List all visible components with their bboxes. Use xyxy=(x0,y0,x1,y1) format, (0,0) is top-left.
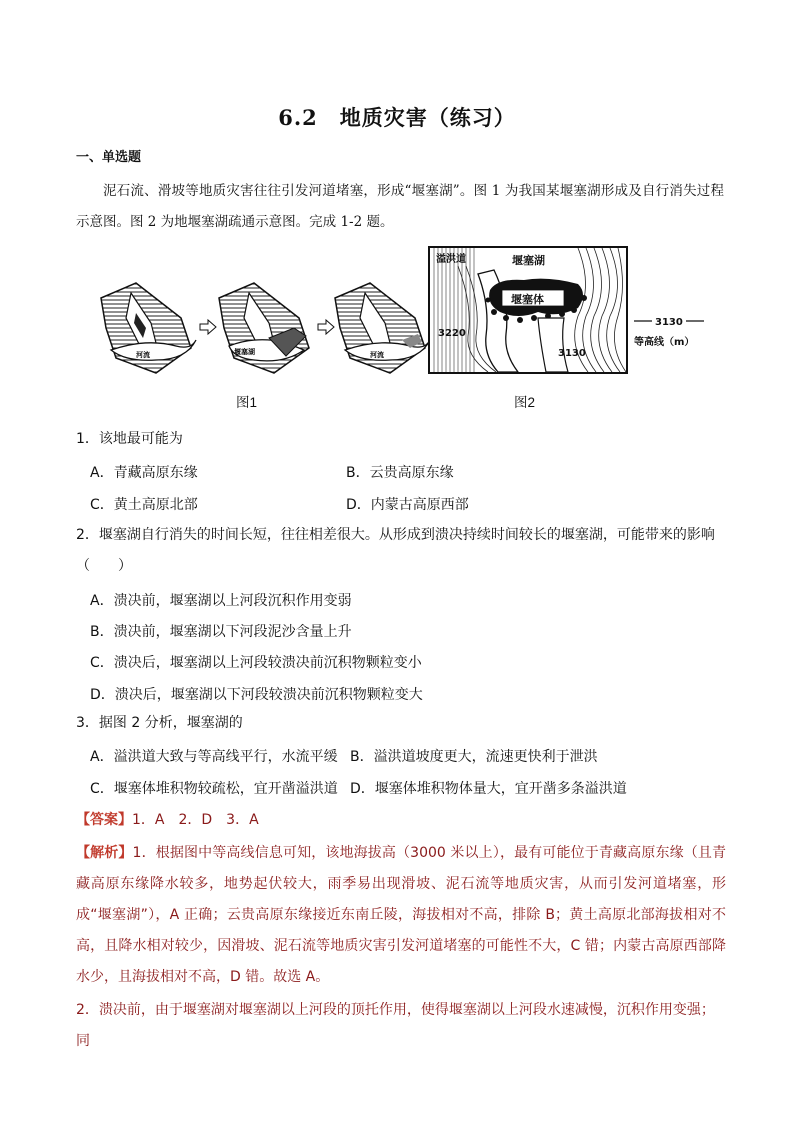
legend-contour-label: 等高线（m） xyxy=(634,337,695,348)
fig1-arrow-1 xyxy=(200,320,216,334)
fig2-label-spillway: 溢洪道 xyxy=(436,254,466,265)
question-2-stem: 2．堰塞湖自行消失的时间长短，往往相差很大。从形成到溃决持续时间较长的堰塞湖，可能带来的影响（ ） xyxy=(76,527,715,574)
question-3-option-c: C．堰塞体堆积物较疏松，宜开凿溢洪道 xyxy=(90,781,338,797)
figure-1-diagram xyxy=(96,278,436,378)
question-2-option-b: B．溃决前，堰塞湖以下河段泥沙含量上升 xyxy=(90,624,352,640)
question-1-stem: 1．该地最可能为 xyxy=(76,431,183,447)
fig2-label-dam: 堰塞体 xyxy=(511,293,544,306)
fig1-label-river-2: 河流 xyxy=(370,351,384,359)
fig1-panel-1 xyxy=(101,283,196,373)
question-2-option-a: A．溃决前，堰塞湖以上河段沉积作用变弱 xyxy=(90,593,352,609)
answer-line xyxy=(76,809,259,829)
fig1-label-river-1: 河流 xyxy=(136,351,150,359)
fig1-panel-3 xyxy=(335,283,430,373)
question-1-option-b: B．云贵高原东缘 xyxy=(346,465,454,481)
figure-1-caption: 图1 xyxy=(236,395,258,410)
fig1-panel-2 xyxy=(219,283,309,373)
intro-paragraph: 泥石流、滑坡等地质灾害往往引发河道堵塞，形成“堰塞湖”。图 1 为我国某堰塞湖形成及自行消失过程示意图。图 2 为地堰塞湖疏通示意图。完成 1-2 题。 xyxy=(76,183,724,230)
fig2-label-contour-left: 3220 xyxy=(438,328,466,339)
analysis-paragraph-1 xyxy=(76,838,726,993)
analysis-paragraph-2: 2．溃决前，由于堰塞湖对堰塞湖以上河段的顶托作用，使得堰塞湖以上河段水速减慢，沉积作用变强；同 xyxy=(76,1002,715,1049)
question-3-option-b: B．溢洪道坡度更大，流速更快利于泄洪 xyxy=(350,749,598,765)
question-3-stem: 3．据图 2 分析，堰塞湖的 xyxy=(76,715,243,731)
question-1-option-a: A．青藏高原东缘 xyxy=(90,465,198,481)
analysis-text-1: 1．根据图中等高线信息可知，该地海拔高（3000 米以上），最有可能位于青藏高原东缘（且青藏高原东缘降水较多，地势起伏较大，雨季易出现滑坡、泥石流等地质灾害，从而引发河道堵塞，形成“堰塞湖”），A 正确；云贵高原东缘接近东南丘陵，海拔相对不高，排除 B；黄土高原北部海拔相对不高，且降水相对较少，因滑坡、泥石流等地质灾害引发河道堵塞的可能性不大，C 错；内蒙古高原西部降水少，且海拔相对不高，D 错。故选 A。 xyxy=(76,845,726,985)
fig1-label-lake: 堰塞湖 xyxy=(234,348,255,356)
figure-2-diagram xyxy=(428,246,628,374)
legend-contour-value: 3130 xyxy=(655,317,683,328)
section-heading: 一、单选题 xyxy=(76,150,142,165)
question-2-option-c: C．溃决后，堰塞湖以上河段较溃决前沉积物颗粒变小 xyxy=(90,655,422,671)
fig2-label-lake: 堰塞湖 xyxy=(512,254,545,267)
question-3-option-d: D．堰塞体堆积物体量大，宜开凿多条溢洪道 xyxy=(350,781,627,797)
question-1-option-c: C．黄土高原北部 xyxy=(90,497,198,513)
fig2-label-contour-right: 3130 xyxy=(558,348,586,359)
question-3-option-a: A．溢洪道大致与等高线平行，水流平缓 xyxy=(90,749,338,765)
answer-tag: 【答案】 xyxy=(76,812,132,828)
figure-2-caption: 图2 xyxy=(514,395,536,410)
figure-2-legend xyxy=(632,312,724,352)
page-title: 6.2 地质灾害（练习） xyxy=(278,105,516,130)
fig1-arrow-2 xyxy=(318,320,334,334)
question-1-option-d: D．内蒙古高原西部 xyxy=(346,497,469,513)
question-2-option-d: D．溃决后，堰塞湖以下河段较溃决前沉积物颗粒变大 xyxy=(90,687,423,703)
analysis-tag: 【解析】 xyxy=(76,845,133,861)
answer-text: 1．A 2．D 3．A xyxy=(132,812,259,828)
